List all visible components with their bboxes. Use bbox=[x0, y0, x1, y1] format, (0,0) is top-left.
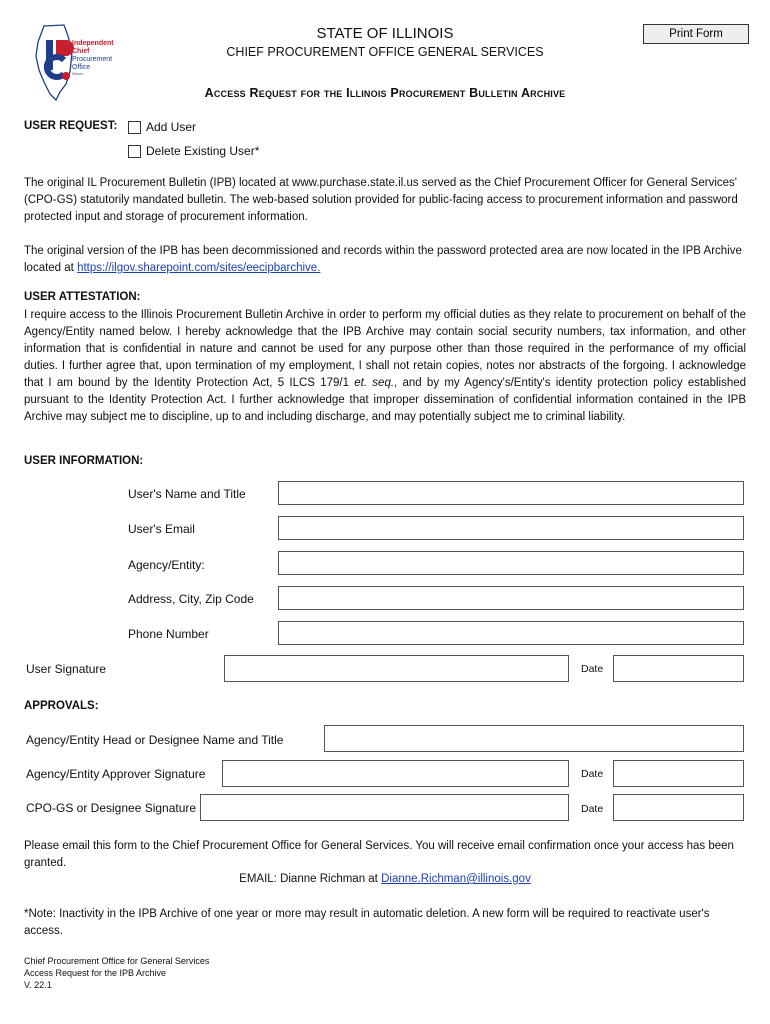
office-title: CHIEF PROCUREMENT OFFICE GENERAL SERVICES bbox=[226, 45, 544, 59]
print-form-button[interactable]: Print Form bbox=[643, 24, 749, 44]
agency-field[interactable] bbox=[278, 551, 744, 575]
svg-text:Independent: Independent bbox=[72, 40, 114, 47]
email-instructions: Please email this form to the Chief Procurement Office for General Services. You will receive email confirmation once your access has been granted. bbox=[24, 840, 734, 869]
email-link[interactable]: Dianne.Richman@illinois.gov bbox=[381, 873, 531, 885]
approver-date-field[interactable] bbox=[613, 760, 744, 787]
approver-date-label: Date bbox=[581, 768, 604, 780]
email-contact bbox=[0, 873, 770, 885]
footer-line-2: Access Request for the IPB Archive bbox=[24, 968, 167, 978]
email-prefix: EMAIL: Dianne Richman at bbox=[239, 873, 382, 885]
phone-label: Phone Number bbox=[128, 627, 209, 641]
user-date-label: Date bbox=[581, 663, 604, 675]
ipb-archive-link[interactable]: https://ilgov.sharepoint.com/sites/eecipbarchive. bbox=[77, 262, 321, 274]
attestation-text-italic: et. seq. bbox=[354, 377, 395, 389]
footer-line-3: V. 22.1 bbox=[24, 980, 52, 990]
user-signature-field[interactable] bbox=[224, 655, 569, 682]
intro-paragraph-1: The original IL Procurement Bulletin (IPB) located at www.purchase.state.il.us served as the Chief Procurement Officer for General Services' (CPO-GS) statutorily mandated bulletin. The web-based solution provided for public-facing access to procurement information and password protected input and storage of procurement information. bbox=[24, 177, 738, 223]
approver-signature-label: Agency/Entity Approver Signature bbox=[26, 767, 206, 781]
intro-paragraph-2-text: The original version of the IPB has been decommissioned and records within the password protected area are now located in the IPB Archive located at bbox=[24, 245, 742, 274]
user-information-label: USER INFORMATION: bbox=[24, 455, 144, 467]
form-title: Access Request for the Illinois Procurement Bulletin Archive bbox=[204, 86, 566, 100]
cpo-signature-label: CPO-GS or Designee Signature bbox=[26, 801, 197, 815]
attestation-text-before: I require access to the Illinois Procurement Bulletin Archive in order to perform my official duties as they relate to procurement on behalf of the Agency/Entity named below. I hereby acknowledge that the IPB Archive may contain social security numbers, tax information, and other information that is confidential in nature and cannot be used for any purpose other than those required in the performance of my official duties. I further agree that, upon termination of my employment, I shall not retain copies, notes nor abstracts of the forgoing. I acknowledge that I am bound by the Identity Protection Act, 5 ILCS 179/1 bbox=[24, 309, 746, 389]
phone-field[interactable] bbox=[278, 621, 744, 645]
user-signature-label: User Signature bbox=[26, 662, 107, 676]
state-title: STATE OF ILLINOIS bbox=[316, 25, 454, 42]
svg-text:Chief: Chief bbox=[72, 48, 90, 55]
svg-text:Procurement: Procurement bbox=[72, 56, 113, 63]
user-request-label: USER REQUEST: bbox=[24, 120, 118, 132]
attestation-paragraph bbox=[24, 307, 746, 426]
cpo-date-label: Date bbox=[581, 803, 604, 815]
head-name-label: Agency/Entity Head or Designee Name and Title bbox=[26, 733, 284, 747]
delete-user-label: Delete Existing User* bbox=[146, 144, 260, 158]
approvals-label: APPROVALS: bbox=[24, 700, 99, 712]
address-label: Address, City, Zip Code bbox=[128, 592, 254, 606]
user-date-field[interactable] bbox=[613, 655, 744, 682]
add-user-checkbox[interactable] bbox=[128, 121, 141, 134]
cpo-date-field[interactable] bbox=[613, 794, 744, 821]
attestation-text-after: , and by my Agency's/Entity's identity protection policy established pursuant to the Identity Protection Act. I further acknowledge that improper dissemination of confidential information contained in the IPB Archive may subject me to discipline, up to and including discharge, and may potentially subject me to criminal liability. bbox=[24, 377, 747, 423]
svg-text:Illinois: Illinois bbox=[72, 71, 84, 76]
cpo-signature-field[interactable] bbox=[200, 794, 569, 821]
svg-text:Office: Office bbox=[72, 64, 91, 71]
footer-line-1: Chief Procurement Office for General Services bbox=[24, 956, 210, 966]
add-user-option[interactable] bbox=[128, 120, 196, 134]
email-field[interactable] bbox=[278, 516, 744, 540]
email-label: User's Email bbox=[128, 522, 195, 536]
address-field[interactable] bbox=[278, 586, 744, 610]
agency-label: Agency/Entity: bbox=[128, 558, 205, 572]
intro-paragraph-2 bbox=[24, 243, 746, 277]
head-name-field[interactable] bbox=[324, 725, 744, 752]
add-user-label: Add User bbox=[146, 120, 197, 134]
inactivity-note: *Note: Inactivity in the IPB Archive of one year or more may result in automatic deletion. A new form will be required to reactivate user's access. bbox=[24, 908, 710, 937]
attestation-label: USER ATTESTATION: bbox=[24, 291, 141, 303]
footer bbox=[24, 955, 209, 991]
approver-signature-field[interactable] bbox=[222, 760, 569, 787]
delete-user-checkbox[interactable] bbox=[128, 145, 141, 158]
delete-user-option[interactable] bbox=[128, 144, 259, 158]
name-title-field[interactable] bbox=[278, 481, 744, 505]
name-title-label: User's Name and Title bbox=[128, 487, 246, 501]
